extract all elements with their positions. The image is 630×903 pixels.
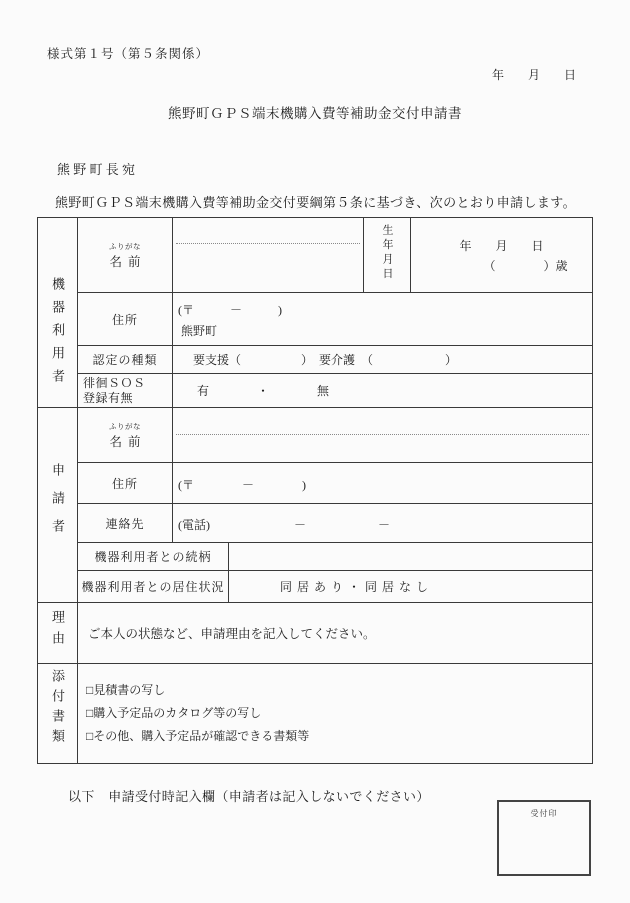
table-row: [38, 408, 593, 463]
furigana-dotted-line: [176, 434, 589, 435]
page-title: 熊野町ＧＰＳ端末機購入費等補助金交付申請書: [168, 106, 462, 121]
furigana-dotted-line: [176, 243, 360, 244]
table-row: [38, 463, 593, 504]
relationship-field: [229, 543, 593, 571]
sos-registration-label: [78, 374, 173, 408]
certification-field: 要支援（ ） 要介護 （ ）: [173, 346, 593, 374]
applicant-contact-field: (電話) － －: [173, 504, 593, 543]
device-user-address-label: 住所: [78, 293, 173, 346]
postal-code-line: (〒 － ): [178, 303, 282, 317]
certification-label: 認定の種類: [78, 346, 173, 374]
relationship-label: 機器利用者との続柄: [78, 543, 229, 571]
applicant-name-label: [78, 408, 173, 463]
address-prefill: 熊野町: [181, 324, 218, 338]
form-number: 様式第１号（第５条関係）: [47, 47, 210, 61]
section-attachments-label: 添付書類: [50, 668, 65, 749]
reason-field: ご本人の状態など、申請理由を記入してください。: [78, 603, 593, 664]
birthdate-field: [411, 218, 593, 293]
table-row: [38, 543, 593, 571]
attachment-item-checkbox: □見積書の写し: [86, 683, 166, 697]
table-row: [38, 218, 593, 293]
furigana-label: ふりがな: [109, 421, 141, 431]
attachment-item-checkbox: □その他、購入予定品が確認できる書類等: [86, 729, 310, 743]
table-row: [38, 664, 593, 764]
section-reason: [38, 603, 78, 664]
section-device-user: [38, 218, 78, 408]
office-use-note: 以下 申請受付時記入欄（申請者は記入しないでください）: [68, 789, 430, 804]
attachments-field: [78, 664, 593, 764]
table-row: [38, 346, 593, 374]
attachment-item-checkbox: □購入予定品のカタログ等の写し: [86, 706, 262, 720]
section-applicant-label: 申請者: [50, 463, 65, 547]
sos-label-line1: 徘徊ＳＯＳ: [83, 375, 146, 390]
living-status-field: 同 居 あ り ・ 同 居 な し: [229, 571, 593, 603]
birthdate-label-cell: [364, 218, 411, 293]
table-row: [38, 293, 593, 346]
applicant-address-field: [173, 463, 593, 504]
reception-stamp-box: [497, 800, 591, 876]
sos-label-line2: 登録有無: [83, 390, 134, 405]
reception-stamp-label: 受付印: [530, 809, 558, 818]
birthdate-ymd: 年 月 日: [459, 238, 544, 253]
table-row: [38, 374, 593, 408]
name-label: 名前: [109, 254, 147, 269]
table-row: [38, 504, 593, 543]
section-device-user-label: 機器利用者: [50, 277, 65, 392]
intro-sentence: 熊野町ＧＰＳ端末機購入費等補助金交付要綱第５条に基づき、次のとおり申請します。: [55, 195, 577, 210]
addressee-line: 熊 野 町 長 宛: [57, 162, 136, 177]
device-user-address-field: [173, 293, 593, 346]
applicant-address-label: 住所: [78, 463, 173, 504]
sos-registration-field: 有 ・ 無: [173, 374, 593, 408]
postal-code-line: (〒 － ): [178, 477, 306, 492]
section-reason-label: 理由: [50, 610, 65, 652]
device-user-name-field: [173, 218, 364, 293]
living-status-label: 機器利用者との居住状況: [78, 571, 229, 603]
section-attachments: [38, 664, 78, 764]
birthdate-label: 生年月日: [381, 224, 393, 282]
device-user-name-label: [78, 218, 173, 293]
section-applicant: [38, 408, 78, 603]
table-row: [38, 603, 593, 664]
applicant-name-field: [173, 408, 593, 463]
name-label: 名前: [109, 434, 147, 449]
date-line: 年 月 日: [492, 68, 577, 82]
applicant-contact-label: 連絡先: [78, 504, 173, 543]
table-row: [38, 571, 593, 603]
birthdate-age: （ ）歳: [483, 258, 568, 273]
furigana-label: ふりがな: [109, 241, 141, 251]
application-table: [37, 217, 593, 764]
